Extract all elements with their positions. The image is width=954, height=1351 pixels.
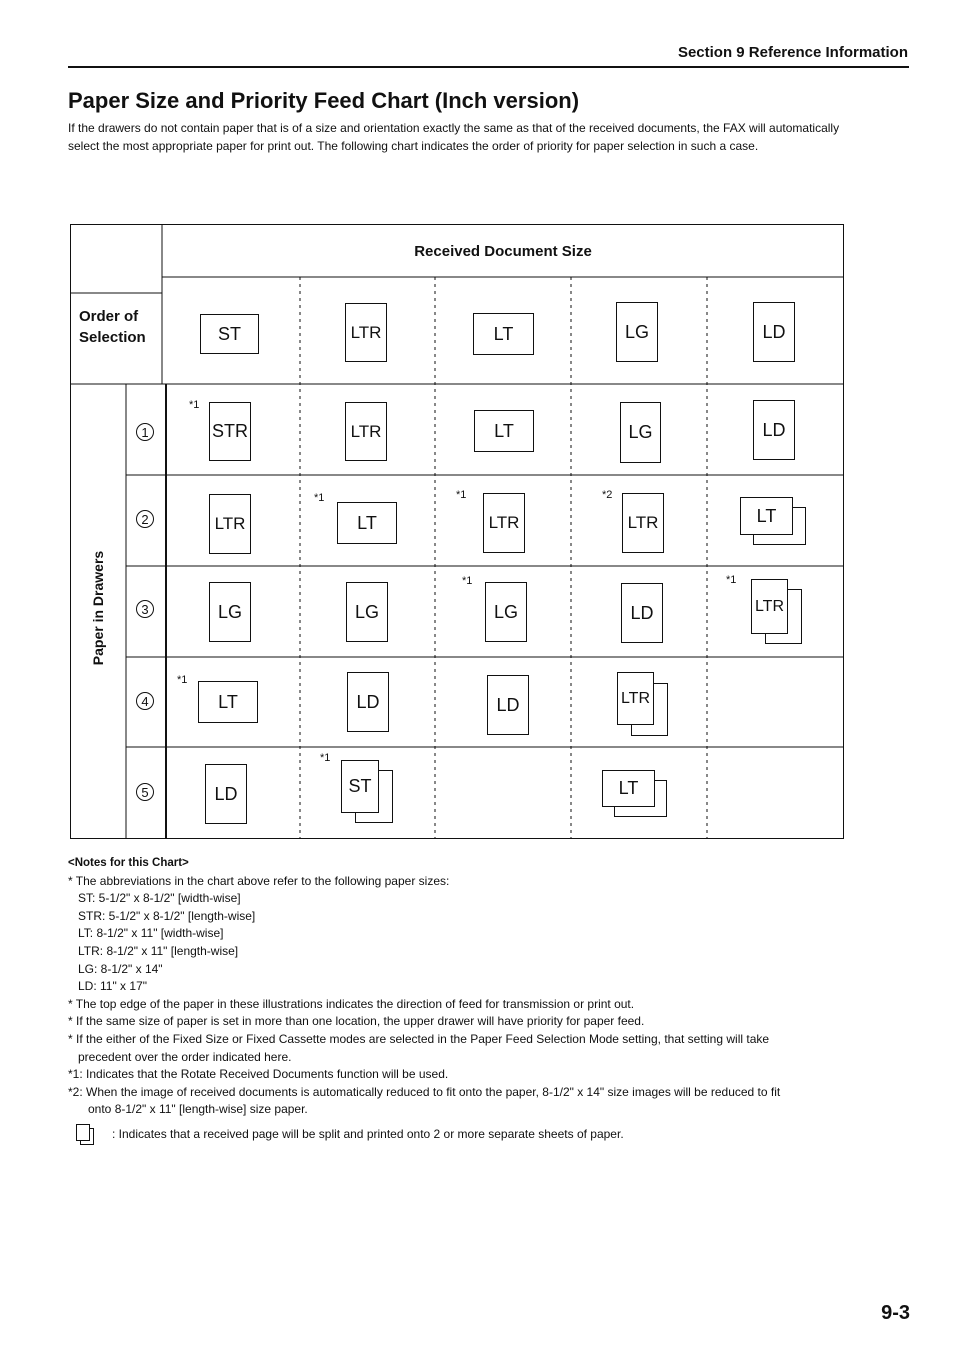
note-line: ST: 5-1/2" x 8-1/2" [width-wise] — [68, 891, 241, 906]
order-number-5: 5 — [136, 783, 154, 801]
row1-col4-paper: LG — [620, 402, 661, 463]
note-line: LG: 8-1/2" x 14" — [68, 961, 163, 976]
row3-col4-paper: LD — [621, 583, 663, 643]
row2-col2-paper: LT — [337, 502, 397, 544]
row2-col2-note: *1 — [314, 492, 325, 504]
row4-col1-paper: LT — [198, 681, 258, 723]
row2-col3-note: *1 — [456, 489, 467, 501]
notes-heading: <Notes for this Chart> — [68, 857, 189, 869]
split-legend-text: : Indicates that a received page will be split and printed onto 2 or more separate sheets of paper. — [112, 1126, 624, 1141]
chart-grid — [70, 224, 844, 839]
received-size-header: Received Document Size — [414, 243, 592, 260]
row4-col4-paper: LTR — [617, 672, 654, 725]
page-title: Paper Size and Priority Feed Chart (Inch version) — [68, 88, 580, 113]
note-line: * The top edge of the paper in these illustrations indicates the direction of feed for transmission or print out. — [68, 996, 635, 1011]
received-paper-ld: LD — [753, 302, 795, 362]
split-legend — [68, 1124, 868, 1146]
section-header: Section 9 Reference Information — [677, 44, 908, 61]
chart-notes — [68, 855, 868, 1146]
note-line: *2: When the image of received documents is automatically reduced to fit onto the paper, 8-1/2" x 14" size images will be reduced to fit — [68, 1084, 781, 1099]
note-line: * The abbreviations in the chart above refer to the following paper sizes: — [68, 873, 450, 888]
row2-col5-paper: LT — [740, 497, 793, 535]
note-line: onto 8-1/2" x 11" [length-wise] size paper. — [68, 1102, 308, 1117]
row1-col5-paper: LD — [753, 400, 795, 460]
received-paper-lg: LG — [616, 302, 658, 362]
received-paper-lt: LT — [473, 313, 534, 355]
row5-col2-paper: ST — [341, 760, 379, 813]
row3-col4-wait: LG — [485, 582, 527, 642]
priority-feed-chart — [70, 224, 844, 839]
row2-col4-note: *2 — [602, 489, 613, 501]
row1-col1-note: *1 — [189, 399, 200, 411]
note-line: STR: 5-1/2" x 8-1/2" [length-wise] — [68, 908, 256, 923]
note-line: LD: 11" x 17" — [68, 979, 148, 994]
paper-in-drawers-label: Paper in Drawers — [90, 550, 106, 666]
row4-col2-paper: LD — [347, 672, 389, 732]
note-line: LT: 8-1/2" x 11" [width-wise] — [68, 926, 224, 941]
note-line: LTR: 8-1/2" x 11" [length-wise] — [68, 943, 239, 958]
row3-col2-paper: LG — [346, 582, 388, 642]
note-line: * If the either of the Fixed Size or Fixed Cassette modes are selected in the Paper Feed Selection Mode setting, that setting will take — [68, 1031, 770, 1046]
row1-col1-paper: STR — [209, 402, 251, 461]
order-number-4: 4 — [136, 692, 154, 710]
received-paper-ltr: LTR — [345, 303, 387, 362]
row4-col1-note: *1 — [177, 674, 188, 686]
row3-col5-paper: LTR — [751, 579, 788, 634]
order-number-1: 1 — [136, 423, 154, 441]
row2-col1-paper: LTR — [209, 494, 251, 554]
note-line: precedent over the order indicated here. — [68, 1049, 292, 1064]
row3-col1-paper: LG — [209, 582, 251, 642]
row2-col4-paper: LTR — [622, 493, 664, 553]
received-paper-st: ST — [200, 314, 259, 354]
split-sheet-icon — [76, 1124, 90, 1141]
row5-col2-note: *1 — [320, 752, 331, 764]
row3-col3-note: *1 — [462, 575, 473, 587]
header-rule — [68, 66, 909, 68]
note-line: *1: Indicates that the Rotate Received Documents function will be used. — [68, 1067, 449, 1082]
order-number-3: 3 — [136, 600, 154, 618]
row5-col4-paper: LT — [602, 770, 655, 807]
intro-paragraph: If the drawers do not contain paper that is of a size and orientation exactly the same as that of the received documents, the FAX will automatically select the most appropriate paper for print out. The following chart indicates the order of priority for paper selection in such a case. — [68, 121, 840, 153]
row2-col3-paper: LTR — [483, 493, 525, 553]
row1-col2-paper: LTR — [345, 402, 387, 461]
page-number: 9-3 — [881, 1302, 910, 1324]
row5-col1-paper: LD — [205, 764, 247, 824]
row1-col3-paper: LT — [474, 410, 534, 452]
row3-col5-note: *1 — [726, 574, 737, 586]
row4-col3-paper: LD — [487, 675, 529, 735]
order-number-2: 2 — [136, 510, 154, 528]
order-header-line2: Selection — [79, 329, 146, 346]
order-header-line1: Order of — [79, 308, 139, 325]
note-line: * If the same size of paper is set in more than one location, the upper drawer will have priority for paper feed. — [68, 1014, 645, 1029]
